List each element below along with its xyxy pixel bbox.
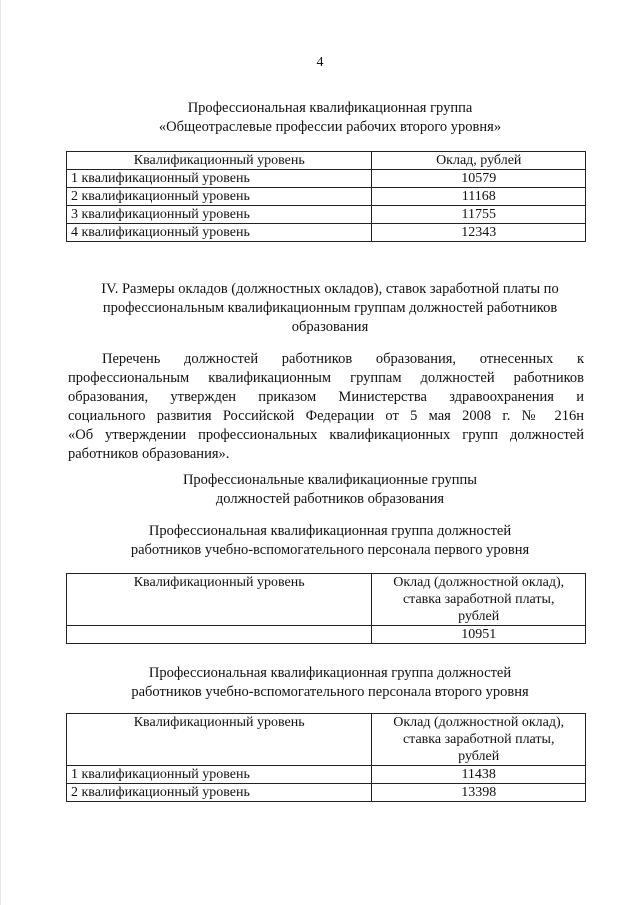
paragraph-line: профессиональным квалификационным группам должностей работников — [68, 370, 584, 386]
table-header-row — [67, 714, 586, 766]
level-cell: 1 квалификационный уровень — [67, 170, 372, 188]
salary-cell: 12343 — [372, 224, 586, 242]
section4-heading-line1: IV. Размеры окладов (должностных окладов), ставок заработной платы по — [101, 281, 559, 297]
header-level: Квалификационный уровень — [67, 714, 372, 766]
section4-heading-line2: профессиональным квалификационным группам должностей работников — [102, 300, 558, 316]
level-cell: 2 квалификационный уровень — [67, 188, 372, 206]
group2-table — [66, 573, 586, 644]
table-row — [67, 224, 586, 242]
table-row — [67, 784, 586, 802]
groups-heading-line1: Профессиональные квалификационные группы — [182, 472, 478, 488]
group1-title — [60, 99, 600, 137]
salary-cell: 11168 — [372, 188, 586, 206]
level-cell: 3 квалификационный уровень — [67, 206, 372, 224]
salary-cell: 13398 — [372, 784, 586, 802]
intro-paragraph — [68, 350, 584, 464]
salary-cell: 11755 — [372, 206, 586, 224]
table-row — [67, 766, 586, 784]
paragraph-line: работников образования». — [68, 446, 230, 462]
paragraph-line: образования, утвержден приказом Министерства здравоохранения и — [68, 389, 584, 405]
header-level: Квалификационный уровень — [67, 152, 372, 170]
header-salary: Оклад, рублей — [372, 152, 586, 170]
level-cell: 1 квалификационный уровень — [67, 766, 372, 784]
header-salary-line: ставка заработной платы, — [402, 732, 555, 747]
paragraph-line: социального развития Российской Федерации от 5 мая 2008 г. № 216н — [68, 408, 584, 424]
scan-edge — [0, 0, 1, 905]
group2-title — [60, 522, 600, 560]
table-row — [67, 188, 586, 206]
group3-table — [66, 713, 586, 802]
group1-table — [66, 151, 586, 242]
table-row — [67, 206, 586, 224]
salary-cell: 10579 — [372, 170, 586, 188]
group3-title-line2: работников учебно-вспомогательного персонала второго уровня — [131, 684, 529, 700]
group2-title-line1: Профессиональная квалификационная группа должностей — [148, 523, 512, 539]
header-salary-line: ставка заработной платы, — [402, 592, 555, 607]
group1-title-line2: «Общеотраслевые профессии рабочих второго уровня» — [158, 119, 502, 135]
salary-cell: 11438 — [372, 766, 586, 784]
group1-title-line1: Профессиональная квалификационная группа — [187, 100, 473, 116]
paragraph-line: «Об утверждении профессиональных квалификационных групп должностей — [68, 427, 584, 443]
header-level: Квалификационный уровень — [67, 574, 372, 626]
level-cell: 2 квалификационный уровень — [67, 784, 372, 802]
header-salary-line: рублей — [458, 609, 500, 624]
table-row — [67, 170, 586, 188]
header-salary-line: Оклад (должностной оклад), — [393, 715, 565, 730]
level-cell — [67, 626, 372, 644]
section4-heading — [60, 280, 600, 337]
paragraph-line: Перечень должностей работников образования, отнесенных к — [102, 351, 584, 367]
header-salary — [372, 574, 586, 626]
table-header-row — [67, 574, 586, 626]
groups-heading — [60, 471, 600, 509]
groups-heading-line2: должностей работников образования — [215, 491, 445, 507]
header-salary — [372, 714, 586, 766]
group3-title — [60, 664, 600, 702]
level-cell: 4 квалификационный уровень — [67, 224, 372, 242]
salary-cell: 10951 — [372, 626, 586, 644]
section4-heading-line3: образования — [291, 319, 369, 335]
table-header-row — [67, 152, 586, 170]
header-salary-line: рублей — [458, 749, 500, 764]
page-number: 4 — [316, 55, 324, 70]
header-salary-line: Оклад (должностной оклад), — [393, 575, 565, 590]
table-row — [67, 626, 586, 644]
group2-title-line2: работников учебно-вспомогательного персонала первого уровня — [130, 542, 530, 558]
group3-title-line1: Профессиональная квалификационная группа должностей — [148, 665, 512, 681]
